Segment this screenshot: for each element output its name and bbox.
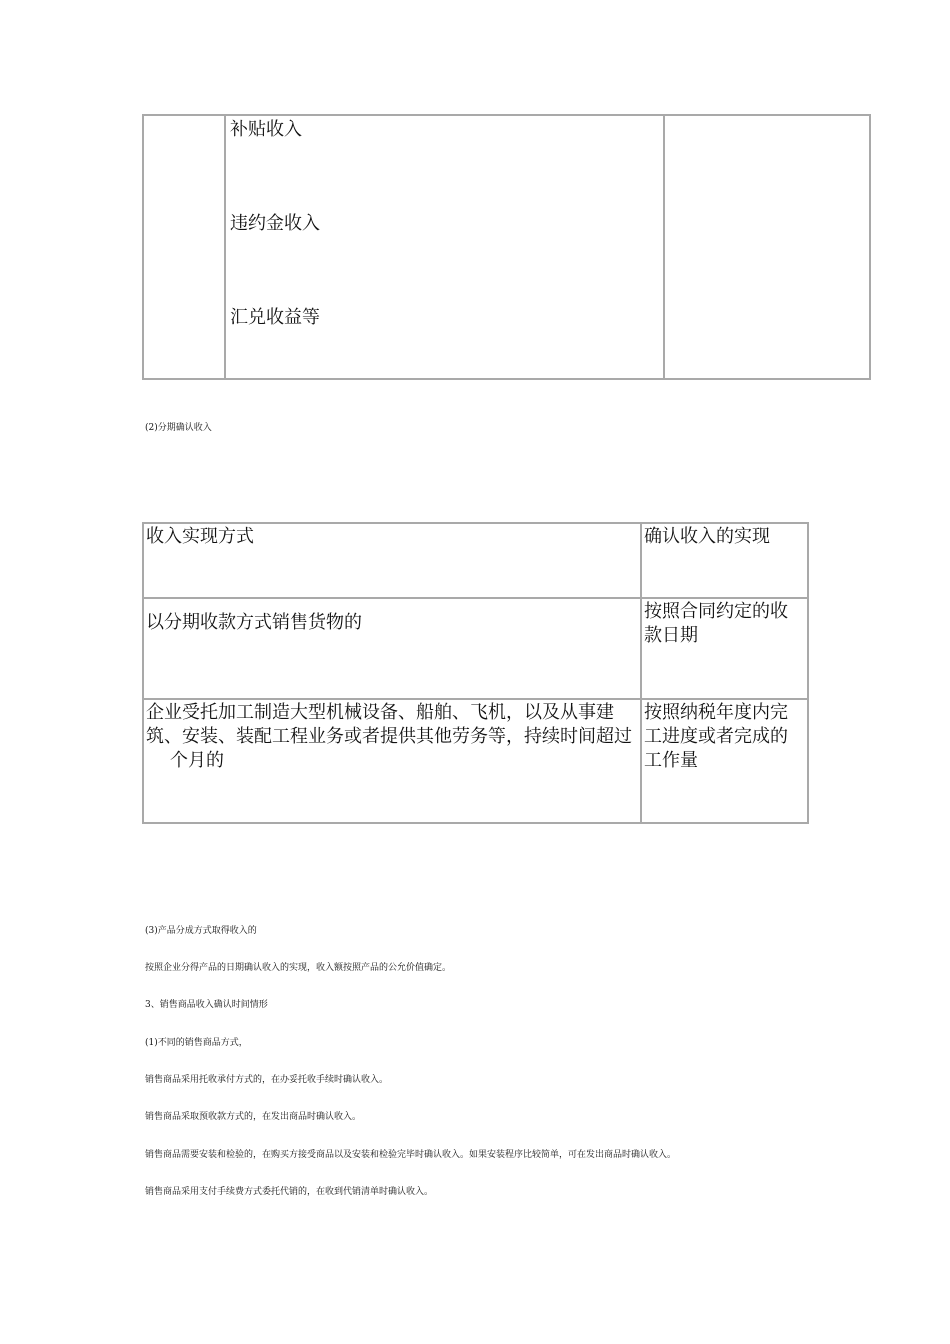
paragraph-advance-receipt: 销售商品采取预收款方式的，在发出商品时确认收入。 <box>145 1112 362 1122</box>
table1-item-penalty: 违约金收入 <box>230 213 320 234</box>
table2-row2-method-suffix: 个月的 <box>170 750 224 771</box>
installment-income-table <box>142 522 809 824</box>
table2-header-method: 收入实现方式 <box>143 523 641 598</box>
table2-header-recognition: 确认收入的实现 <box>641 523 808 598</box>
table2-header-row <box>143 523 808 598</box>
table1-empty-cell <box>144 116 226 378</box>
section-2-heading: (2)分期确认收入 <box>145 423 212 433</box>
paragraph-product-share: 按照企业分得产品的日期确认收入的实现，收入额按照产品的公允价值确定。 <box>145 963 452 973</box>
section-heading-sales-timing: 3、销售商品收入确认时间情形 <box>145 1000 268 1010</box>
table-row <box>143 699 808 823</box>
paragraph-installation-inspection: 销售商品需要安装和检验的，在购买方接受商品以及安装和检验完毕时确认收入。如果安装程序比较简单，可在发出商品时确认收入。 <box>145 1150 677 1160</box>
section-3-heading: (3)产品分成方式取得收入的 <box>145 926 257 936</box>
table2-row1-recognition: 按照合同约定的收款日期 <box>641 598 808 699</box>
table1-item-exchange: 汇兑收益等 <box>230 307 320 328</box>
table1-items-cell <box>228 116 665 378</box>
paragraph-consignment: 销售商品采用支付手续费方式委托代销的，在收到代销清单时确认收入。 <box>145 1187 434 1197</box>
table2-row2-method-text: 企业受托加工制造大型机械设备、船舶、飞机，以及从事建筑、安装、装配工程业务或者提供其他劳务等，持续时间超过 <box>146 702 632 747</box>
table-row <box>143 598 808 699</box>
table1-right-cell <box>667 116 869 378</box>
table2-row2-method <box>143 699 641 823</box>
table1-item-subsidy: 补贴收入 <box>230 119 302 140</box>
paragraph-collection-acceptance: 销售商品采用托收承付方式的，在办妥托收手续时确认收入。 <box>145 1075 389 1085</box>
table2-row1-method: 以分期收款方式销售货物的 <box>143 598 641 699</box>
table2-row2-recognition: 按照纳税年度内完工进度或者完成的工作量 <box>641 699 808 823</box>
income-table-1 <box>142 114 871 380</box>
subheading-sales-methods: (1)不同的销售商品方式， <box>145 1038 248 1048</box>
